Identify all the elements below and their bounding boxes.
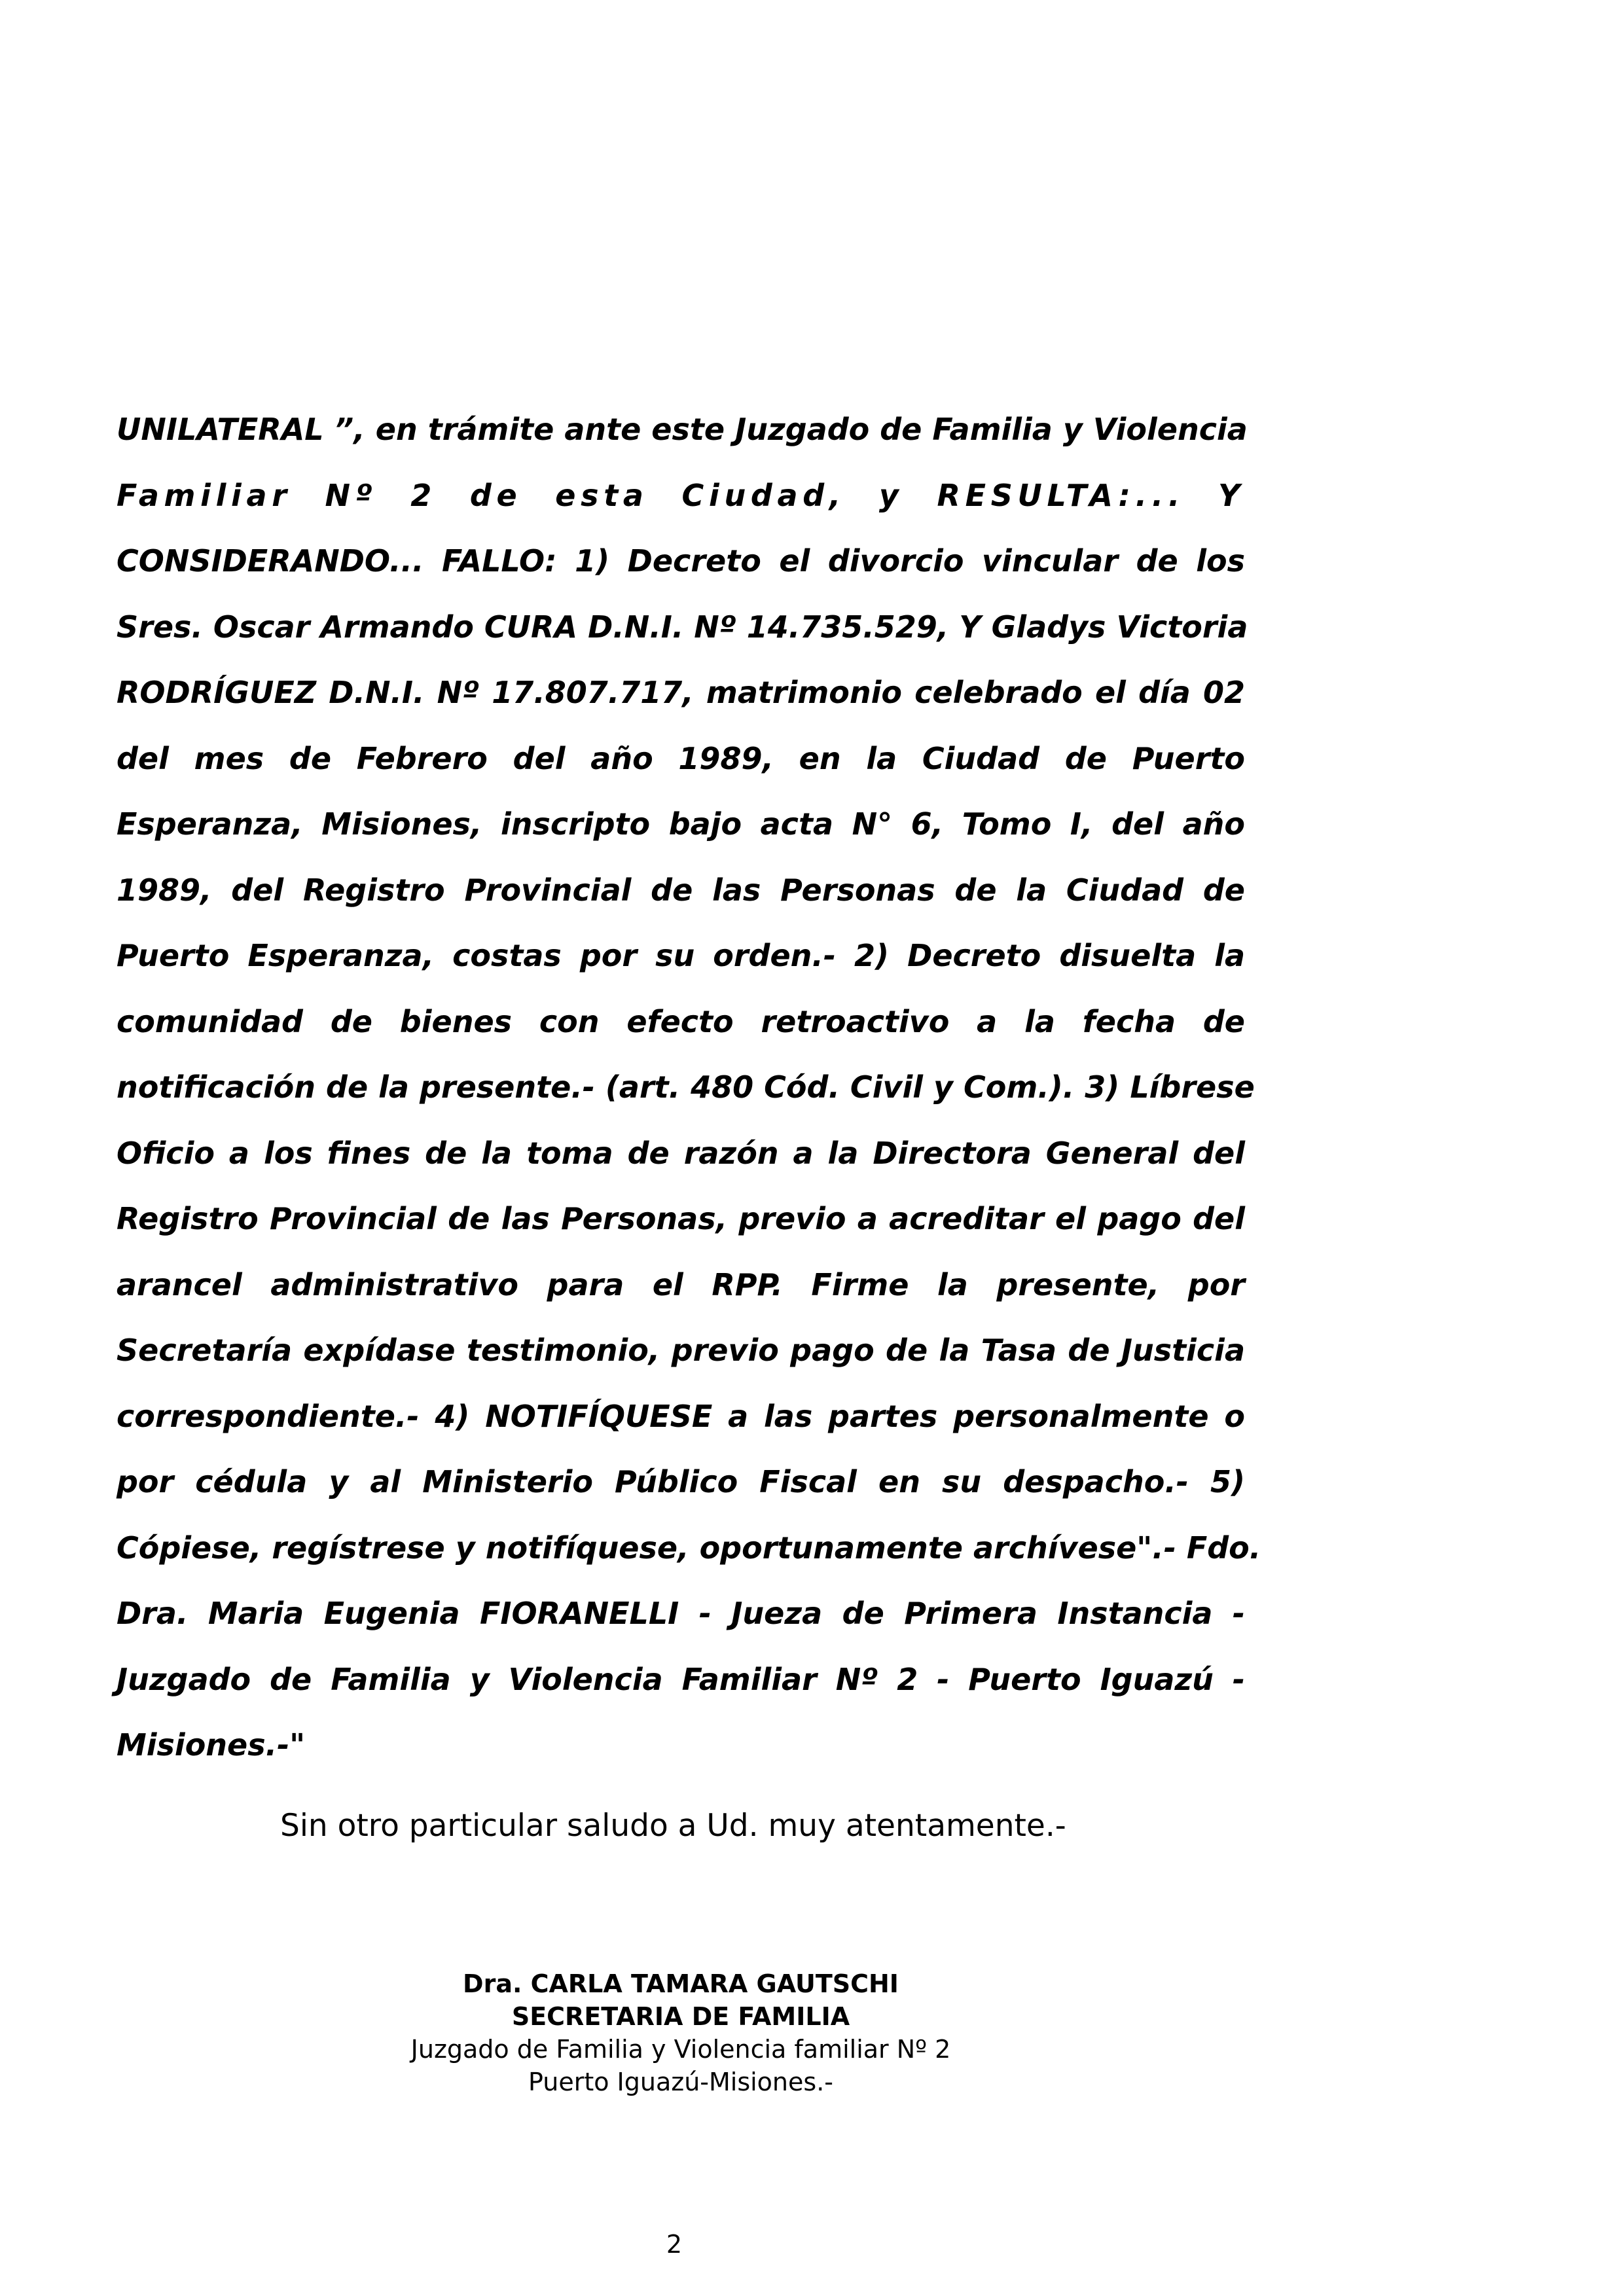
body-line: Misiones.-" [117, 1727, 306, 1763]
body-line: Familiar Nº 2 de esta Ciudad, y RESULTA:... Y [117, 477, 1245, 513]
body-line: CONSIDERANDO... FALLO: 1) Decreto el divorcio vincular de los [117, 543, 1245, 579]
judgment-body [117, 397, 1261, 1778]
closing-salutation: Sin otro particular saludo a Ud. muy atentamente.- [280, 1808, 1066, 1844]
page-number: 2 [666, 2230, 683, 2259]
body-line: UNILATERAL ”, en trámite ante este Juzgado de Familia y Violencia [117, 412, 1248, 447]
body-line: arancel administrativo para el RPP. Firme la presente, por [117, 1266, 1245, 1302]
signatory-court: Juzgado de Familia y Violencia familiar Nº 2 [410, 2035, 951, 2064]
body-line: 1989, del Registro Provincial de las Personas de la Ciudad de [117, 872, 1245, 908]
body-line: Esperanza, Misiones, inscripto bajo acta N° 6, Tomo I, del año [117, 806, 1245, 842]
body-line: Juzgado de Familia y Violencia Familiar Nº 2 - Puerto Iguazú - [117, 1661, 1245, 1697]
body-line: Puerto Esperanza, costas por su orden.- 2) Decreto disuelta la [117, 938, 1245, 973]
body-line: Registro Provincial de las Personas, previo a acreditar el pago del [117, 1201, 1245, 1236]
body-line: notificación de la presente.- (art. 480 Cód. Civil y Com.). 3) Líbrese [117, 1069, 1255, 1105]
body-line: correspondiente.- 4) NOTIFÍQUESE a las partes personalmente o [117, 1398, 1245, 1434]
body-line: Secretaría expídase testimonio, previo pago de la Tasa de Justicia [117, 1333, 1245, 1368]
signatory-name: Dra. CARLA TAMARA GAUTSCHI [463, 1969, 899, 1998]
signature-block [353, 1967, 1008, 2098]
body-line: Cópiese, regístrese y notifíquese, oportunamente archívese".- Fdo. [117, 1530, 1261, 1566]
body-line: Dra. Maria Eugenia FIORANELLI - Jueza de Primera Instancia - [117, 1596, 1245, 1631]
body-line: comunidad de bienes con efecto retroactivo a la fecha de [117, 1003, 1245, 1039]
signatory-location: Puerto Iguazú-Misiones.- [528, 2068, 833, 2096]
signatory-title: SECRETARIA DE FAMILIA [511, 2002, 850, 2031]
body-line: por cédula y al Ministerio Público Fiscal en su despacho.- 5) [117, 1464, 1245, 1499]
body-line: del mes de Febrero del año 1989, en la Ciudad de Puerto [117, 740, 1245, 776]
body-line: Sres. Oscar Armando CURA D.N.I. Nº 14.735.529, Y Gladys Victoria [117, 609, 1248, 645]
body-line: RODRÍGUEZ D.N.I. Nº 17.807.717, matrimonio celebrado el día 02 [117, 675, 1245, 710]
body-line: Oficio a los fines de la toma de razón a la Directora General del [117, 1135, 1245, 1171]
